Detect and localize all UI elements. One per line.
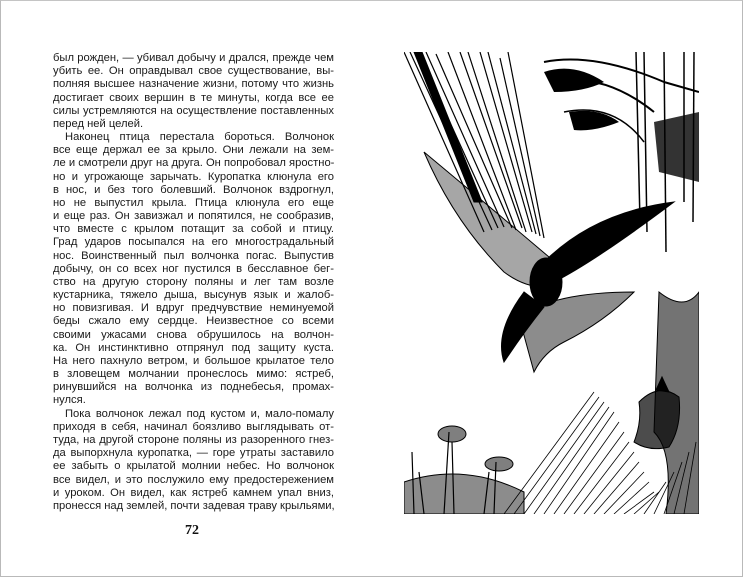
- text-line: в зловещем молчании пронеслось мимо: ястреб,: [53, 368, 334, 381]
- text-line: ка. Он инстинктивно отпрянул под защиту куста.: [53, 341, 334, 354]
- text-line: все еще держал ее за крыло. Они лежали на зем-: [53, 144, 334, 157]
- text-line: но и угрожающе зарычать. Куропатка клюнула его: [53, 170, 334, 183]
- text-line: нулся.: [53, 394, 86, 407]
- text-line: был рожден, — убивал добычу и дрался, прежде чем: [53, 52, 334, 64]
- text-line: перед ней целей.: [53, 117, 144, 130]
- text-line: но не выпустил крыла. Птица клюнула его еще: [53, 196, 334, 209]
- text-line: достигает своих вершин в те минуты, когда все ее: [53, 91, 334, 104]
- text-line: Пока волчонок лежал под кустом и, мало-помалу: [65, 407, 334, 420]
- text-line: приходя в себя, начинал боязливо выглядывать от-: [53, 420, 334, 433]
- text-line: ринувшийся на волчонка из поднебесья, промах-: [53, 381, 334, 394]
- illustration-image: [404, 52, 699, 514]
- text-line: но повизгивая. И вдруг предчувствие неминуемой: [53, 302, 334, 315]
- text-line: добычу, он со всех ног пустился в бесславное бег-: [53, 262, 334, 275]
- text-line: убить ее. Он оправдывал свое существование, вы-: [53, 65, 334, 78]
- text-line: своими ужасами снова обрушилось на волчон-: [53, 328, 334, 341]
- illustration-hawk-and-wolf-cub: [404, 52, 699, 514]
- text-line: да выпорхнула куропатка, — горе утраты заставило: [53, 447, 334, 460]
- text-line: в нос, и без того болевший. Волчонок вздрогнул,: [53, 183, 334, 196]
- text-line: нос. Воинственный пыл волчонка погас. Выпустив: [53, 249, 334, 262]
- text-line: Наконец птица перестала бороться. Волчонок: [65, 131, 334, 144]
- text-line: ее забыть о крылатой молнии небес. Но волчонок: [53, 460, 334, 473]
- text-line: ле и смотрели друг на друга. Он попробовал яростно-: [53, 157, 335, 170]
- text-line: туда, на другой стороне поляны из разоренного гнез-: [53, 433, 334, 446]
- text-line: силы устремляются на осуществление поставленных: [53, 104, 334, 117]
- text-line: кустарника, тяжело дыша, высунув язык и жалоб-: [53, 289, 334, 302]
- text-line: что вместе с крылом потащит за собой и птицу.: [53, 223, 334, 236]
- page-text-column: [53, 52, 334, 513]
- text-line: ство на другую сторону поляны и лег там возле: [53, 275, 334, 288]
- text-line: все видел, и это послужило ему предостережением: [53, 473, 334, 486]
- text-line: пронесся над землей, почти задевая траву крыльями,: [53, 499, 335, 512]
- text-line: полняя высшее назначение жизни, потому что жизнь: [53, 78, 334, 91]
- text-line: и уроком. Он видел, как ястреб камнем упал вниз,: [53, 486, 334, 499]
- page-number: 72: [185, 523, 199, 538]
- text-line: Град ударов посыпался на его многострадальный: [53, 236, 334, 249]
- text-line: беды сжало ему сердце. Неизвестное со всеми: [53, 315, 334, 328]
- text-line: На него пахнуло ветром, и большое крылатое тело: [53, 354, 334, 367]
- text-line: и еще раз. Он завизжал и попятился, не сообразив,: [53, 210, 334, 223]
